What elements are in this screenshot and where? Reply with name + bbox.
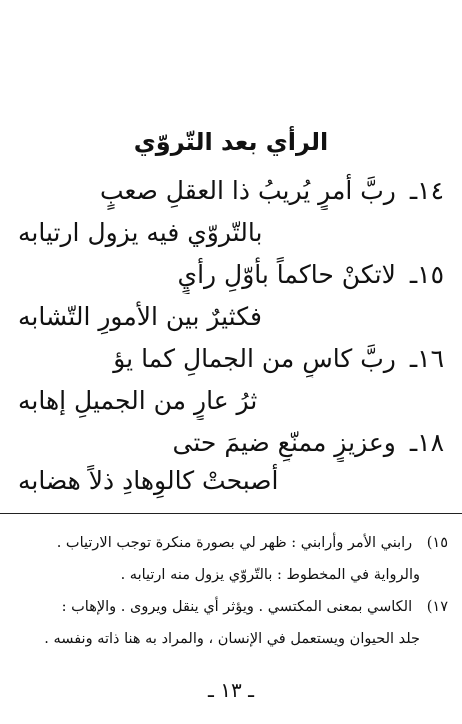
verse-2-first-text: لاتكنْ حاكماً بأوّلِ رأيٍ (177, 260, 396, 289)
verse-1-first-hemistich (18, 172, 444, 210)
footnote-1-text-1: رابني الأمر وأرابني : ظهر لي بصورة منكرة توجب الارتياب . (56, 535, 413, 551)
verse-3-first-hemistich (18, 340, 444, 378)
poem-title: الرأي بعد التّروّي (133, 128, 329, 156)
footnote-divider (0, 513, 462, 514)
footnote-2-line-2: جلد الحيوان ويستعمل في الإنسان ، والمراد به هنا ذاته ونفسه . (44, 631, 420, 647)
footnote-2-number: ١٧) (426, 599, 448, 615)
verse-3-number: ١٦ـ (409, 344, 444, 373)
verse-4-first-text: وعزيزٍ ممنّعٍ ضيمَ حتى (172, 428, 396, 457)
verse-3-first-text: ربَّ كاسٍ من الجمالِ كما يؤ (113, 344, 396, 373)
verse-1-number: ١٤ـ (409, 176, 444, 205)
verse-4-first-hemistich (18, 424, 444, 462)
verse-1-first-text: ربَّ أمرٍ يُريبُ ذا العقلِ صعبٍ (100, 176, 396, 205)
footnote-2-line-1 (14, 595, 448, 619)
footnote-1-line-2: والرواية في المخطوط : بالتّروّي يزول منه ارتيابه . (120, 567, 420, 583)
verse-1-second-hemistich: بالتّروّي فيه يزول ارتيابه (18, 218, 263, 247)
footnote-2-text-1: الكاسي بمعنى المكتسي . ويؤثر أي ينقل ويروى . والإهاب : (61, 599, 413, 615)
footnote-1-line-1 (14, 531, 448, 555)
footnote-1-number: ١٥) (426, 535, 448, 551)
verse-3-second-hemistich: ثرُ عارٍ من الجميلِ إهابه (18, 386, 258, 415)
verse-2-first-hemistich (18, 256, 444, 294)
verse-2-second-hemistich: فكثيرٌ بين الأمورِ التّشابه (18, 302, 262, 331)
page-number: ـ ١٣ ـ (208, 678, 254, 702)
verse-4-second-hemistich: أصبحتْ كالوِهادِ ذلاً هضابه (18, 466, 279, 495)
verse-4-number: ١٨ـ (409, 428, 444, 457)
verse-2-number: ١٥ـ (409, 260, 444, 289)
